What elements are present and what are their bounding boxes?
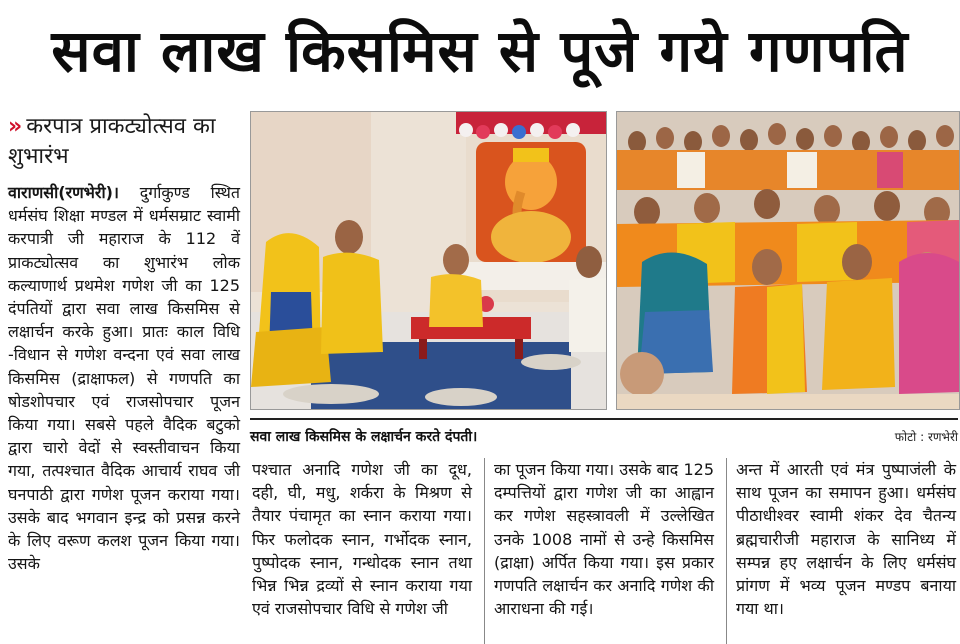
photo-credit: फोटो : रणभेरी xyxy=(894,429,958,444)
photo-ganesh-puja xyxy=(250,111,607,410)
chevron-icon: » xyxy=(8,114,23,139)
subheading xyxy=(8,112,240,172)
column-divider xyxy=(726,458,727,644)
photo-caption: सवा लाख किसमिस के लक्षार्चन करते दंपती। xyxy=(250,428,478,445)
photo-caption-bar xyxy=(250,418,958,452)
article-column-2: पश्चात अनादि गणेश जी का दूध, दही, घी, मधु, शर्करा के मिश्रण से तैयार पंचामृत का स्नान कराया गया। फिर फलोदक स्नान, गर्भोदक स्नान, पुष्पोदक स्नान, गन्धोदक स्नान तथा भिन्न भिन्न द्रव्यों से स्नान कराया गया एवं राजसोपचार विधि से गणेश जी xyxy=(252,460,472,619)
photo-devotees-illustration xyxy=(617,112,959,409)
article-column-3: का पूजन किया गया। उसके बाद 125 दम्पत्तियों द्वारा गणेश जी का आह्वान कर गणेश सहस्त्रावली में उल्लेखित उनके 1008 नामों से उन्हे किसमिस (द्राक्षा) अर्पित किया गया। इस प्रकार गणपति लक्षार्चन कर अनादि गणेश की आराधना की गई। xyxy=(494,460,714,619)
dateline: वाराणसी(रणभेरी)। xyxy=(8,183,119,202)
headline: सवा लाख किसमिस से पूजे गये गणपति xyxy=(51,16,909,85)
article-column-1 xyxy=(8,181,240,575)
article-column-4: अन्त में आरती एवं मंत्र पुष्पाजंली के साथ पूजन का समापन हुआ। धर्मसंघ पीठाधीश्वर स्वामी शंकर देव चैतन्य ब्रह्मचारीजी महाराज के सानिध्य में सम्पन्न हए लक्षार्चन के लिए धर्मसंघ प्रांगण में भव्य पूजन मण्डप बनाया गया था। xyxy=(736,460,956,619)
subheading-text: करपात्र प्राकट्योत्सव का शुभारंभ xyxy=(8,114,216,169)
article-text-1: दुर्गाकुण्ड स्थित धर्मसंघ शिक्षा मण्डल में धर्मसम्राट स्वामी करपात्री जी महाराज के 112 वें प्राकट्योत्सव का शुभारंभ लोक कल्याणार्थ प्रथमेश गणेश जी का 125 दंपतियों द्वारा सवा लाख किसमिस से लक्षार्चन करके हुआ। प्रातः काल विधि -विधान से गणेश वन्दना एवं सवा लाख किसमिस (द्राक्षाफल) से गणपति का षोडशोपचार एवं राजसोपचार पूजन किया गया। सबसे पहले वैदिक बटुको द्वारा चारो वेदों से स्वस्तीवाचन किया गया, तत्पश्चात वैदिक आचार्य राघव जी घनपाठी द्वारा गणेश पूजन कराया गया। उसके बाद भगवान इन्द्र को प्रसन्न करने के लिए वरूण कलश पूजन किया गया। उसके xyxy=(8,183,240,574)
column-divider xyxy=(484,458,485,644)
photo-devotees-crowd xyxy=(616,111,960,410)
photo-ganesh-puja-illustration xyxy=(251,112,606,409)
